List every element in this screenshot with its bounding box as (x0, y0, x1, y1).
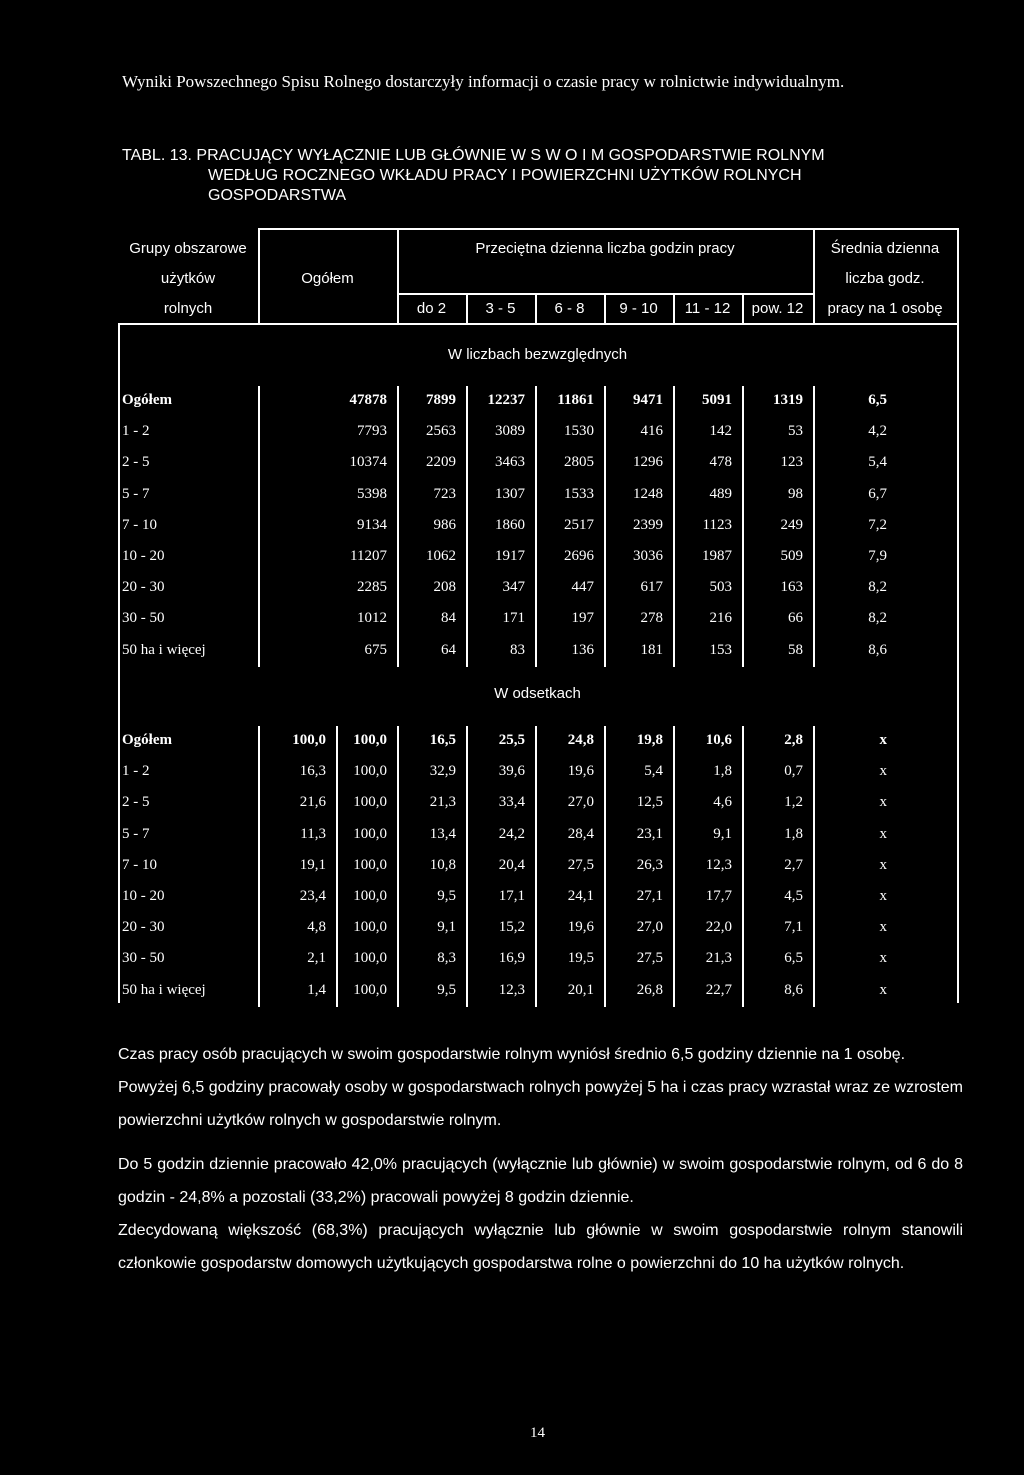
table-cell: 163 (780, 579, 803, 596)
table-cell: 1917 (495, 548, 525, 564)
row-label: 1 - 2 (122, 763, 150, 780)
table-cell: 5,4 (644, 763, 663, 780)
table-cell: 10,8 (429, 856, 456, 873)
table-cell: 2,8 (784, 732, 803, 748)
table-cell: 47878 (349, 392, 387, 408)
table-cell: x (879, 732, 887, 748)
table-cell: 216 (709, 610, 732, 627)
table-cell: x (879, 856, 887, 873)
table-cell: x (879, 950, 887, 967)
row-label: 2 - 5 (122, 794, 150, 811)
table-cell: 23,1 (636, 825, 663, 842)
header-mean-line-2: liczba godz. (845, 270, 925, 287)
table-cell: 16,3 (299, 763, 326, 780)
table-cell: 986 (433, 516, 456, 533)
table-cell: 2517 (564, 516, 594, 533)
table-cell: 100,0 (353, 732, 387, 748)
table-cell: 24,1 (567, 888, 594, 904)
table-cell: 1248 (633, 485, 663, 502)
table-cell: 11207 (350, 548, 387, 564)
table-title-line-1: TABL. 13. PRACUJĄCY WYŁĄCZNIE LUB GŁÓWNIE W S W O I M GOSPODARSTWIE ROLNYM (122, 147, 825, 164)
header-total: Ogółem (301, 270, 354, 287)
table-cell: 489 (709, 485, 732, 502)
table-cell: 1012 (357, 610, 387, 627)
table-cell: 9471 (633, 392, 663, 408)
table-cell: 8,6 (868, 641, 887, 658)
table-cell: 24,2 (498, 825, 525, 842)
table-cell: 10374 (349, 454, 387, 471)
row-label: 50 ha i więcej (122, 641, 206, 658)
table-cell: 1,8 (784, 825, 803, 842)
table-cell: 100,0 (353, 763, 387, 780)
table-cell: 27,0 (567, 794, 594, 811)
header-top-border (258, 228, 959, 230)
table-cell: 171 (502, 610, 525, 627)
table-cell: 9,5 (437, 981, 456, 998)
table-cell: 25,5 (498, 732, 525, 748)
table-cell: 58 (788, 641, 803, 658)
table-cell: 447 (571, 579, 594, 596)
table-cell: 19,6 (567, 919, 594, 936)
table-cell: x (879, 825, 887, 842)
row-label: Ogółem (122, 392, 172, 408)
header-range-5: pow. 12 (751, 300, 804, 317)
table-cell: 509 (780, 548, 803, 564)
table-cell: 53 (788, 423, 803, 440)
table-cell: 16,5 (429, 732, 456, 748)
table-cell: 8,2 (868, 579, 887, 596)
row-label: 5 - 7 (122, 485, 150, 502)
table-cell: 2,7 (784, 856, 803, 873)
intro-text: Wyniki Powszechnego Spisu Rolnego dostarczyły informacji o czasie pracy w rolnictwie indywidualnym. (122, 72, 845, 91)
row-label: 1 - 2 (122, 423, 150, 440)
table-cell: 12,5 (636, 794, 663, 811)
table-cell: 28,4 (567, 825, 594, 842)
table-cell: 723 (433, 485, 456, 502)
table-cell: 84 (441, 610, 456, 627)
table-cell: 100,0 (353, 950, 387, 967)
table-cell: 0,7 (784, 763, 803, 780)
paragraph-3: Do 5 godzin dziennie pracowało 42,0% pracujących (wyłącznie lub głównie) w swoim gospodarstwie rolnym, od 6 do 8 godzin - 24,8% a pozostali (33,2%) pracowali powyżej 8 godzin dziennie. (118, 1156, 963, 1206)
table-cell: 478 (709, 454, 732, 471)
table-cell: 17,7 (705, 888, 732, 904)
table-cell: 100,0 (353, 825, 387, 842)
table-cell: 20,4 (498, 856, 525, 873)
header-range-0: do 2 (416, 300, 447, 317)
header-groups-line-2: użytków (160, 270, 216, 287)
table-cell: 21,6 (299, 794, 326, 811)
table-cell: 2696 (564, 548, 594, 564)
row-label: 10 - 20 (122, 888, 165, 904)
table-cell: 675 (364, 641, 387, 658)
table-cell: 8,3 (437, 950, 456, 967)
table-cell: 123 (780, 454, 803, 471)
row-label: 7 - 10 (122, 856, 157, 873)
table-cell: x (879, 888, 887, 904)
header-avg-hours: Przeciętna dzienna liczba godzin pracy (475, 240, 735, 257)
table-cell: 64 (441, 641, 456, 658)
table-cell: 27,5 (636, 950, 663, 967)
table-cell: 15,2 (498, 919, 525, 936)
table-cell: 1307 (495, 485, 525, 502)
table-cell: 22,7 (705, 981, 732, 998)
section-absolute: W liczbach bezwzględnych (447, 346, 628, 363)
table-cell: 21,3 (705, 950, 732, 967)
table-title-line-2: WEDŁUG ROCZNEGO WKŁADU PRACY I POWIERZCHNI UŻYTKÓW ROLNYCH (208, 167, 802, 184)
header-bottom-border (118, 323, 959, 325)
table-cell: 1,2 (784, 794, 803, 811)
table-cell: x (879, 981, 887, 998)
header-groups-line-3: rolnych (163, 300, 213, 317)
table-cell: 6,7 (868, 485, 887, 502)
row-label: 2 - 5 (122, 454, 150, 471)
table-cell: 100,0 (353, 794, 387, 811)
table-cell: x (879, 794, 887, 811)
table-cell: 6,5 (784, 950, 803, 967)
table-cell: 33,4 (498, 794, 525, 811)
table-cell: 8,6 (784, 981, 803, 998)
table-cell: 2563 (426, 423, 456, 440)
table-cell: 1062 (426, 548, 456, 564)
row-label: 30 - 50 (122, 950, 165, 967)
table-cell: x (879, 919, 887, 936)
table-cell: 11,3 (300, 825, 326, 842)
page-number: 14 (530, 1425, 545, 1441)
paragraph-4: Zdecydowaną większość (68,3%) pracujących wyłącznie lub głównie w swoim gospodarstwie rolnym stanowili członkowie gospodarstw domowych użytkujących gospodarstwa rolne o powierzchni do 10 ha użytków rolnych. (118, 1222, 963, 1272)
header-groups-line-1: Grupy obszarowe (129, 240, 247, 257)
table-cell: 27,1 (636, 888, 663, 904)
table-cell: 4,2 (868, 423, 887, 440)
table-cell: 83 (510, 641, 525, 658)
table-cell: 153 (709, 641, 732, 658)
table-cell: 416 (640, 423, 663, 440)
table-cell: 7,9 (868, 548, 887, 564)
table-cell: 3036 (633, 548, 663, 564)
table-cell: 208 (433, 579, 456, 596)
row-label: 20 - 30 (122, 579, 165, 596)
header-subrange-border (397, 293, 814, 295)
table-cell: 1296 (633, 454, 663, 471)
table-cell: 1,4 (307, 981, 326, 998)
table-cell: 4,6 (713, 794, 732, 811)
table-cell: 12237 (487, 392, 525, 408)
row-label: 7 - 10 (122, 516, 157, 533)
paragraph-1: Czas pracy osób pracujących w swoim gospodarstwie rolnym wyniósł średnio 6,5 godziny dziennie na 1 osobę. (118, 1046, 906, 1063)
row-label: 10 - 20 (122, 548, 165, 564)
table-cell: 1987 (702, 548, 732, 564)
table-cell: 100,0 (353, 981, 387, 998)
table-cell: 181 (640, 641, 663, 658)
paragraph-2: Powyżej 6,5 godziny pracowały osoby w gospodarstwach rolnych powyżej 5 ha i czas pracy wzrastał wraz ze wzrostem powierzchni użytków rolnych w gospodarstwie rolnym. (118, 1079, 963, 1129)
table-right-border (957, 228, 959, 1003)
table-cell: 1533 (564, 485, 594, 502)
table-cell: 23,4 (299, 888, 326, 904)
header-range-4: 11 - 12 (684, 300, 731, 317)
header-mean-line-3: pracy na 1 osobę (827, 300, 943, 317)
table-cell: 142 (709, 423, 732, 440)
section-percent: W odsetkach (494, 685, 581, 702)
table-cell: 26,3 (636, 856, 663, 873)
table-cell: 2805 (564, 454, 594, 471)
table-cell: 347 (502, 579, 525, 596)
table-cell: 617 (640, 579, 663, 596)
table-cell: 12,3 (498, 981, 525, 998)
header-range-3: 9 - 10 (619, 300, 658, 317)
table-cell: 503 (709, 579, 732, 596)
table-cell: 1860 (495, 516, 525, 533)
table-cell: 197 (571, 610, 594, 627)
table-cell: 3089 (495, 423, 525, 440)
table-title-line-3: GOSPODARSTWA (208, 187, 347, 204)
table-cell: 7,1 (784, 919, 803, 936)
table-cell: 9134 (357, 516, 387, 533)
table-cell: 24,8 (567, 732, 594, 748)
table-cell: 1530 (564, 423, 594, 440)
table-cell: 21,3 (429, 794, 456, 811)
table-cell: 27,5 (567, 856, 594, 873)
row-label: Ogółem (122, 732, 172, 748)
table-cell: 11861 (557, 392, 594, 408)
table-cell: 1,8 (713, 763, 732, 780)
table-cell: 5398 (357, 485, 387, 502)
table-cell: 9,5 (437, 888, 456, 904)
row-label: 50 ha i więcej (122, 981, 206, 998)
table-cell: 1319 (773, 392, 803, 408)
table-cell: 9,1 (713, 825, 732, 842)
table-cell: 100,0 (353, 856, 387, 873)
table-cell: 4,8 (307, 919, 326, 936)
table-cell: 26,8 (636, 981, 663, 998)
table-cell: 20,1 (567, 981, 594, 998)
table-cell: 100,0 (353, 888, 387, 904)
table-left-border (118, 323, 120, 1003)
header-mean-line-1: Średnia dzienna (830, 240, 940, 257)
table-cell: 2285 (357, 579, 387, 596)
table-cell: 100,0 (353, 919, 387, 936)
table-cell: 136 (571, 641, 594, 658)
row-label: 30 - 50 (122, 610, 165, 627)
table-cell: 66 (788, 610, 803, 627)
header-range-2: 6 - 8 (554, 300, 585, 317)
table-cell: 27,0 (636, 919, 663, 936)
table-cell: 19,8 (636, 732, 663, 748)
table-cell: 249 (780, 516, 803, 533)
table-cell: 278 (640, 610, 663, 627)
table-cell: 6,5 (868, 392, 887, 408)
table-title (122, 146, 825, 206)
table-cell: 13,4 (429, 825, 456, 842)
table-cell: 12,3 (705, 856, 732, 873)
table-cell: 2,1 (307, 950, 326, 967)
table-cell: 2209 (426, 454, 456, 471)
table-cell: 39,6 (498, 763, 525, 780)
table-cell: 5091 (702, 392, 732, 408)
header-range-1: 3 - 5 (485, 300, 516, 317)
table-cell: 16,9 (498, 950, 525, 967)
table-cell: 7,2 (868, 516, 887, 533)
table-cell: 1123 (702, 516, 732, 533)
table-cell: 2399 (633, 516, 663, 533)
table-cell: 19,6 (567, 763, 594, 780)
table-cell: 98 (788, 485, 803, 502)
table-cell: 22,0 (705, 919, 732, 936)
table-cell: 3463 (495, 454, 525, 471)
table-cell: 7899 (426, 392, 456, 408)
table-cell: 7793 (357, 423, 387, 440)
table-cell: 19,1 (299, 856, 326, 873)
table-cell: 17,1 (498, 888, 525, 904)
table-cell: 100,0 (292, 732, 326, 748)
table-cell: x (879, 763, 887, 780)
table-cell: 9,1 (437, 919, 456, 936)
table-cell: 8,2 (868, 610, 887, 627)
table-cell: 10,6 (705, 732, 732, 748)
table-cell: 19,5 (567, 950, 594, 967)
table-cell: 4,5 (784, 888, 803, 904)
table-cell: 5,4 (868, 454, 887, 471)
row-label: 20 - 30 (122, 919, 165, 936)
table-cell: 32,9 (429, 763, 456, 780)
row-label: 5 - 7 (122, 825, 150, 842)
